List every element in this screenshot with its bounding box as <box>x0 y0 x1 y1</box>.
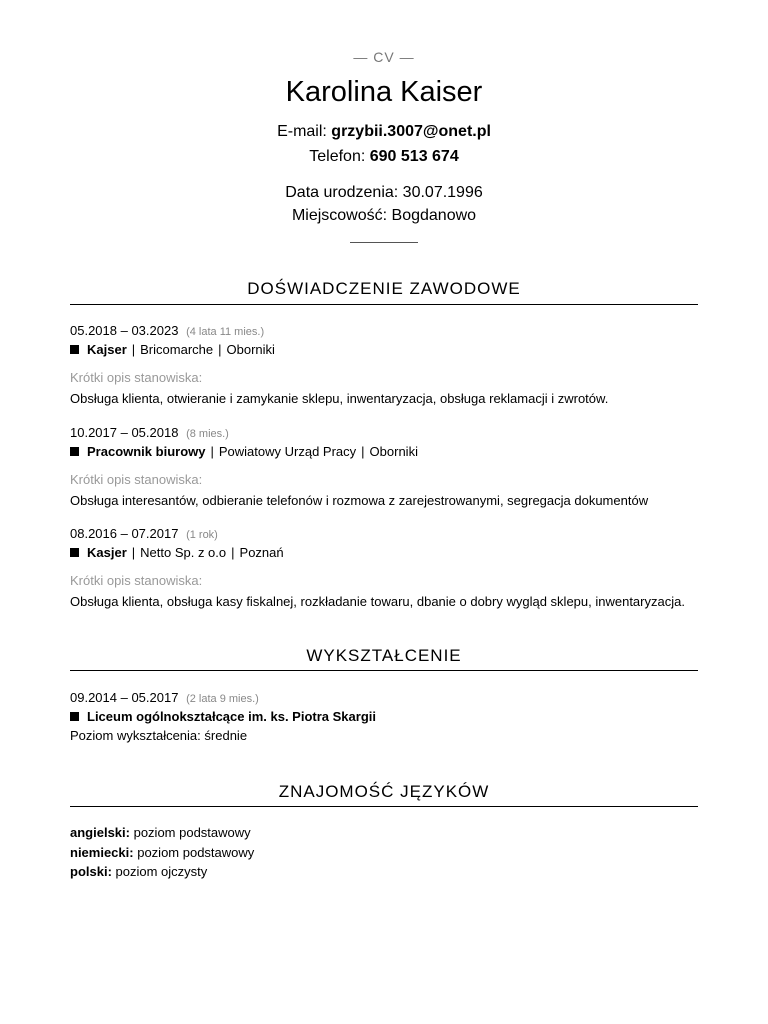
language-item <box>70 845 254 860</box>
education-dates: 09.2014 – 05.2017 <box>70 690 179 705</box>
separator: | <box>210 444 214 459</box>
email-label: E-mail: <box>277 123 327 140</box>
experience-duration: (4 lata 11 mies.) <box>186 326 265 338</box>
language-name: angielski: <box>70 825 130 840</box>
experience-role: Kajser <box>87 342 127 357</box>
birth-value: 30.07.1996 <box>402 184 483 201</box>
city-line <box>0 207 768 225</box>
experience-dates: 05.2018 – 03.2023 <box>70 323 179 338</box>
language-name: polski: <box>70 864 112 879</box>
experience-duration: (1 rok) <box>186 529 218 541</box>
education-duration: (2 lata 9 mies.) <box>186 693 259 705</box>
bullet-square-icon <box>70 447 79 456</box>
language-name: niemiecki: <box>70 845 134 860</box>
experience-item <box>70 323 710 406</box>
separator: | <box>131 342 136 357</box>
bullet-square-icon <box>70 548 79 557</box>
email-line <box>0 123 768 141</box>
email-value: grzybii.3007@onet.pl <box>331 123 491 140</box>
language-level: poziom podstawowy <box>133 825 251 840</box>
experience-item <box>70 526 710 609</box>
education-school: Liceum ogólnokształcące im. ks. Piotra Skargii <box>87 709 376 724</box>
phone-label: Telefon: <box>309 148 366 165</box>
experience-rule <box>70 304 698 305</box>
experience-description: Obsługa klienta, otwieranie i zamykanie sklepu, inwentaryzacja, obsługa reklamacji i zwrotów. <box>70 391 609 406</box>
education-item <box>70 690 710 743</box>
city-label: Miejscowość: <box>291 207 388 224</box>
experience-role: Kasjer <box>87 545 127 560</box>
separator: | <box>131 545 136 560</box>
header-divider <box>350 242 418 243</box>
language-level: poziom podstawowy <box>137 845 255 860</box>
experience-role: Pracownik biurowy <box>87 444 206 459</box>
language-level: poziom ojczysty <box>115 864 208 879</box>
experience-title: DOŚWIADCZENIE ZAWODOWE <box>247 279 521 298</box>
education-level-label: Poziom wykształcenia: <box>70 728 201 743</box>
experience-company: Bricomarche <box>140 342 214 357</box>
experience-location: Poznań <box>239 545 284 560</box>
cv-tag: — CV — <box>353 49 415 65</box>
languages-title: ZNAJOMOŚĆ JĘZYKÓW <box>278 782 490 801</box>
education-level-line <box>70 728 710 743</box>
city-value: Bogdanowo <box>391 207 477 224</box>
education-rule <box>70 670 698 671</box>
description-label: Krótki opis stanowiska: <box>70 370 203 385</box>
experience-description: Obsługa interesantów, odbieranie telefonów i rozmowa z zarejestrowanymi, segregacja dokumentów <box>70 493 649 508</box>
phone-value: 690 513 674 <box>369 148 459 165</box>
experience-dates: 10.2017 – 05.2018 <box>70 425 179 440</box>
birth-label: Data urodzenia: <box>285 184 399 201</box>
language-item <box>70 825 251 840</box>
description-label: Krótki opis stanowiska: <box>70 573 203 588</box>
experience-company: Netto Sp. z o.o <box>140 545 227 560</box>
separator: | <box>218 342 222 357</box>
experience-location: Oborniki <box>226 342 275 357</box>
experience-duration: (8 mies.) <box>186 428 229 440</box>
bullet-square-icon <box>70 712 79 721</box>
education-level: średnie <box>204 728 248 743</box>
experience-dates: 08.2016 – 07.2017 <box>70 526 179 541</box>
experience-description: Obsługa klienta, obsługa kasy fiskalnej, rozkładanie towaru, dbanie o dobry wygląd sklepu, inwentaryzacja. <box>70 594 685 609</box>
phone-line <box>0 148 768 166</box>
education-title: WYKSZTAŁCENIE <box>306 646 462 665</box>
candidate-name: Karolina Kaiser <box>285 76 483 108</box>
description-label: Krótki opis stanowiska: <box>70 472 203 487</box>
bullet-square-icon <box>70 345 79 354</box>
experience-location: Oborniki <box>369 444 418 459</box>
separator: | <box>231 545 235 560</box>
language-item <box>70 864 207 879</box>
separator: | <box>361 444 365 459</box>
birth-line <box>0 184 768 202</box>
experience-company: Powiatowy Urząd Pracy <box>218 444 357 459</box>
experience-item <box>70 425 710 508</box>
languages-rule <box>70 806 698 807</box>
